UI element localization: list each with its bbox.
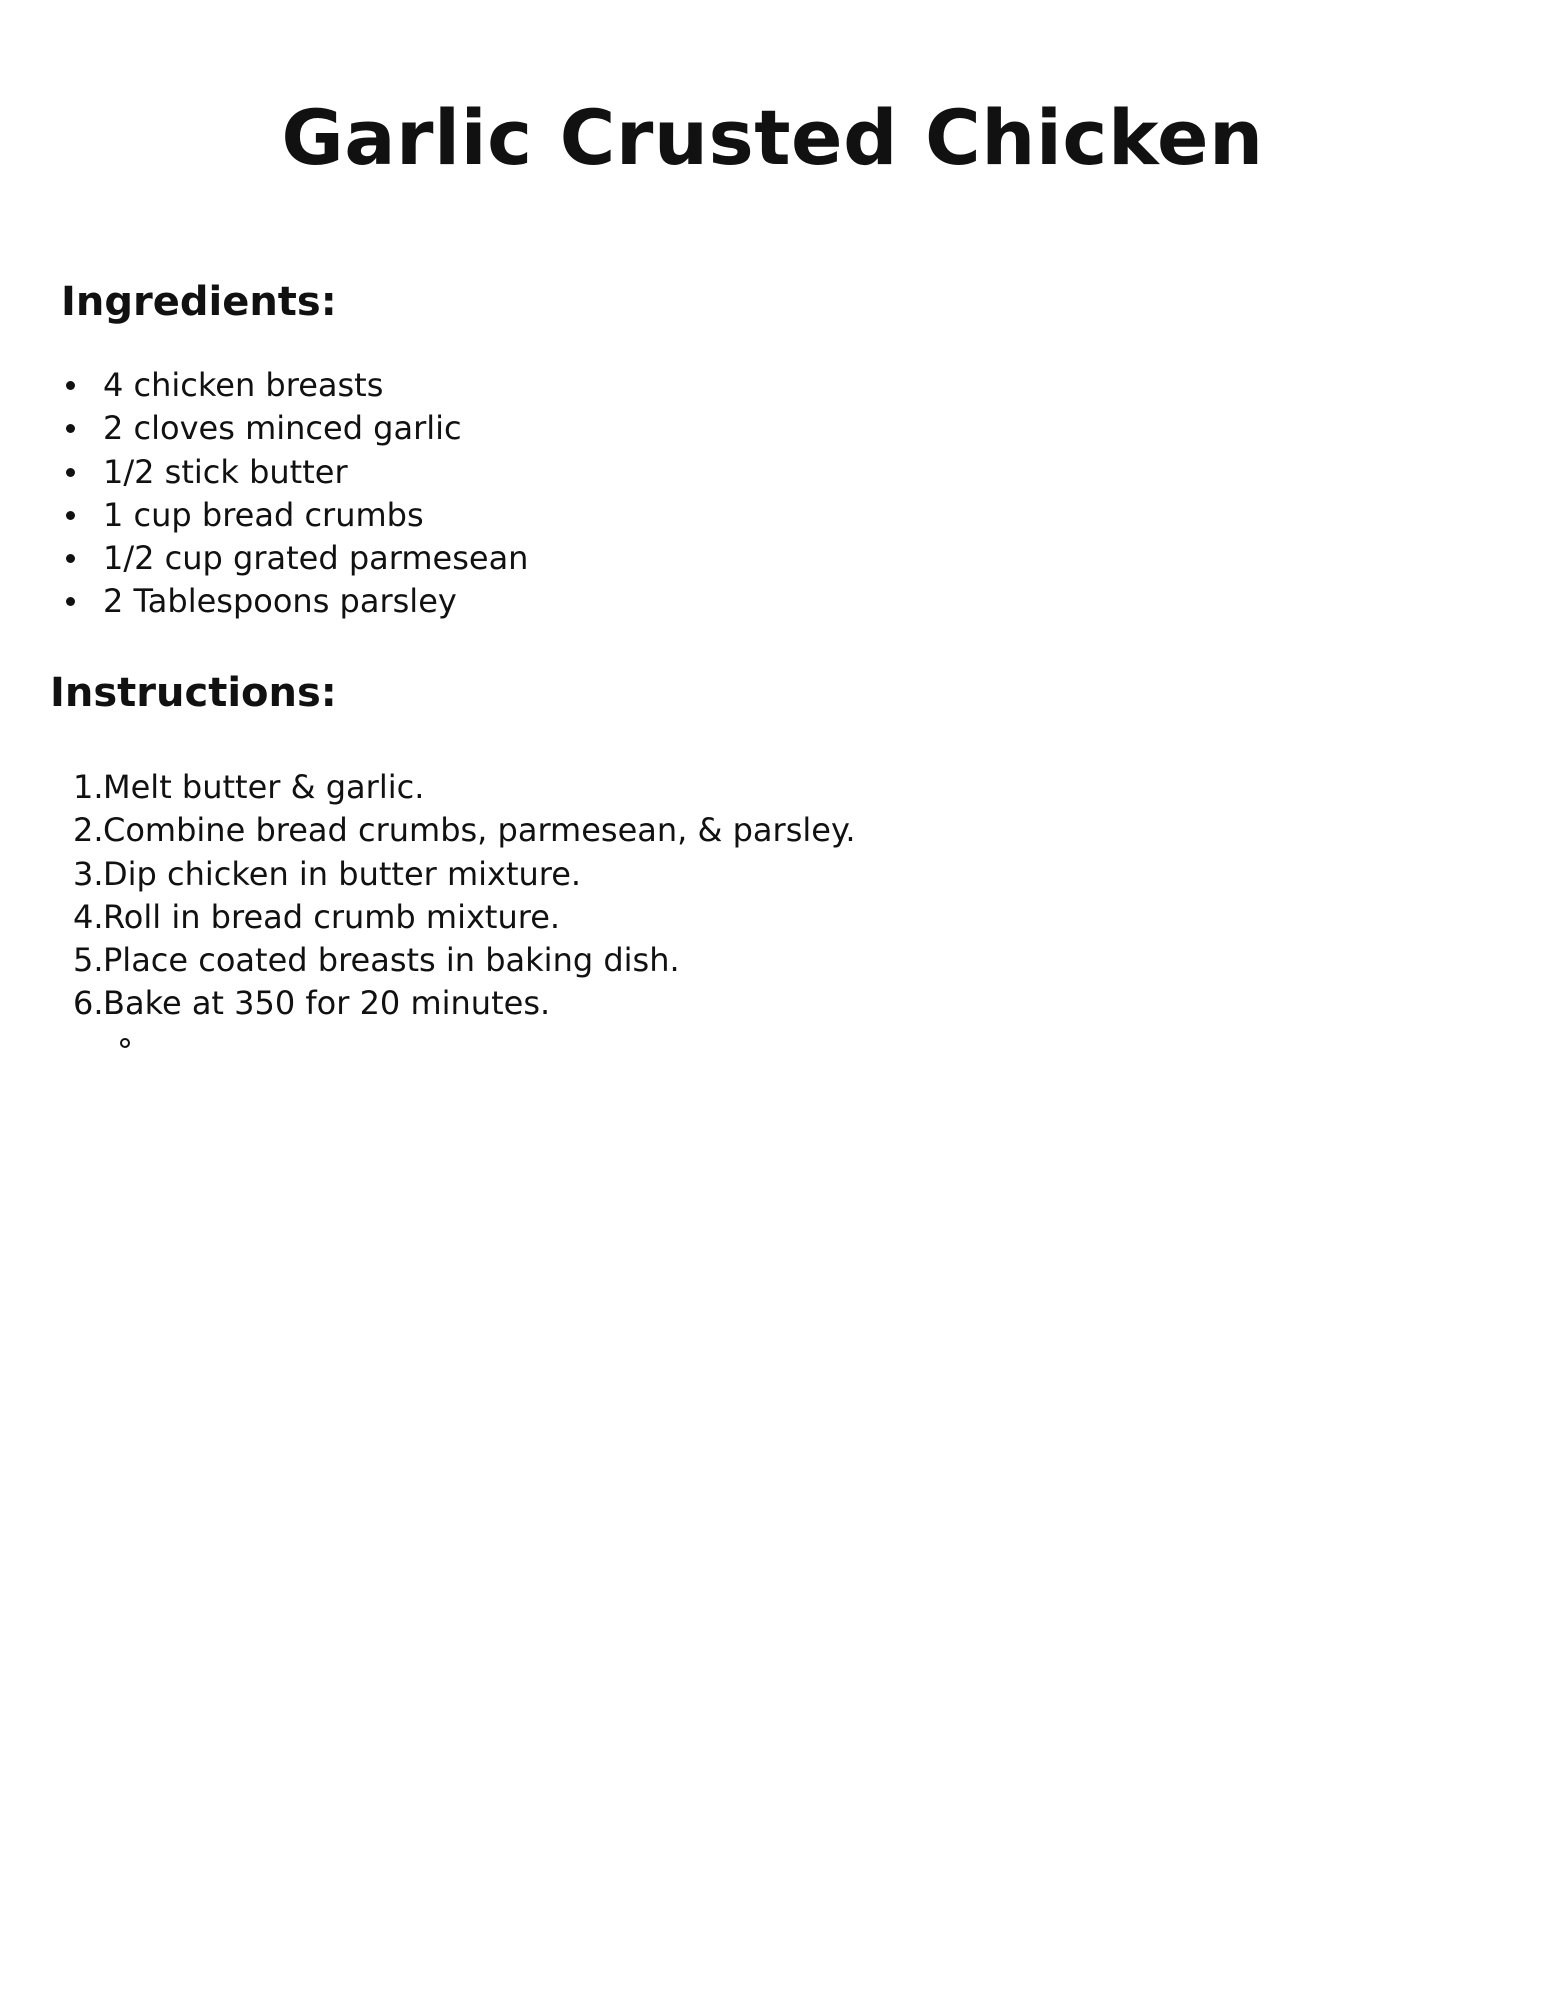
ingredient-item (62, 407, 528, 450)
ingredient-item (62, 537, 528, 580)
bullet-icon (66, 597, 75, 606)
ingredient-item (62, 494, 528, 537)
ingredient-text: 1/2 stick butter (103, 452, 348, 491)
step-text: Roll in bread crumb mixture. (103, 897, 561, 936)
ingredient-text: 1/2 cup grated parmesean (103, 539, 529, 578)
bullet-icon (66, 468, 75, 477)
instruction-step (60, 809, 855, 852)
step-number: 2. (73, 811, 104, 850)
step-text: Dip chicken in butter mixture. (103, 854, 582, 893)
bullet-icon (66, 381, 75, 390)
bullet-icon (66, 511, 75, 520)
step-number: 5. (73, 941, 104, 980)
ingredient-text: 2 Tablespoons parsley (103, 582, 457, 621)
ingredient-text: 2 cloves minced garlic (103, 409, 462, 448)
step-text: Combine bread crumbs, parmesean, & parsley. (103, 811, 856, 850)
step-text: Bake at 350 for 20 minutes. (103, 984, 551, 1023)
ingredient-item (62, 364, 528, 407)
step-number: 6. (73, 984, 104, 1023)
instructions-list (60, 766, 855, 1026)
instruction-step (60, 766, 855, 809)
step-number: 4. (73, 897, 104, 936)
step-number: 3. (73, 854, 104, 893)
step-text: Melt butter & garlic. (103, 768, 425, 806)
step-text: Place coated breasts in baking dish. (103, 941, 680, 980)
ingredient-text: 4 chicken breasts (103, 366, 384, 404)
ingredients-heading: Ingredients: (61, 279, 337, 325)
instruction-step (60, 939, 855, 982)
ingredient-item (62, 580, 528, 623)
instructions-heading: Instructions: (50, 670, 337, 716)
instruction-step (60, 896, 855, 939)
page-title: Garlic Crusted Chicken (281, 93, 1264, 182)
ingredient-text: 1 cup bread crumbs (103, 495, 424, 534)
bullet-icon (66, 554, 75, 563)
step-number: 1. (73, 768, 104, 806)
instruction-step (60, 853, 855, 896)
ingredient-item (62, 451, 528, 494)
empty-sub-bullet-icon (120, 1038, 130, 1048)
ingredients-list (62, 364, 528, 624)
bullet-icon (66, 424, 75, 433)
instruction-step (60, 982, 855, 1025)
